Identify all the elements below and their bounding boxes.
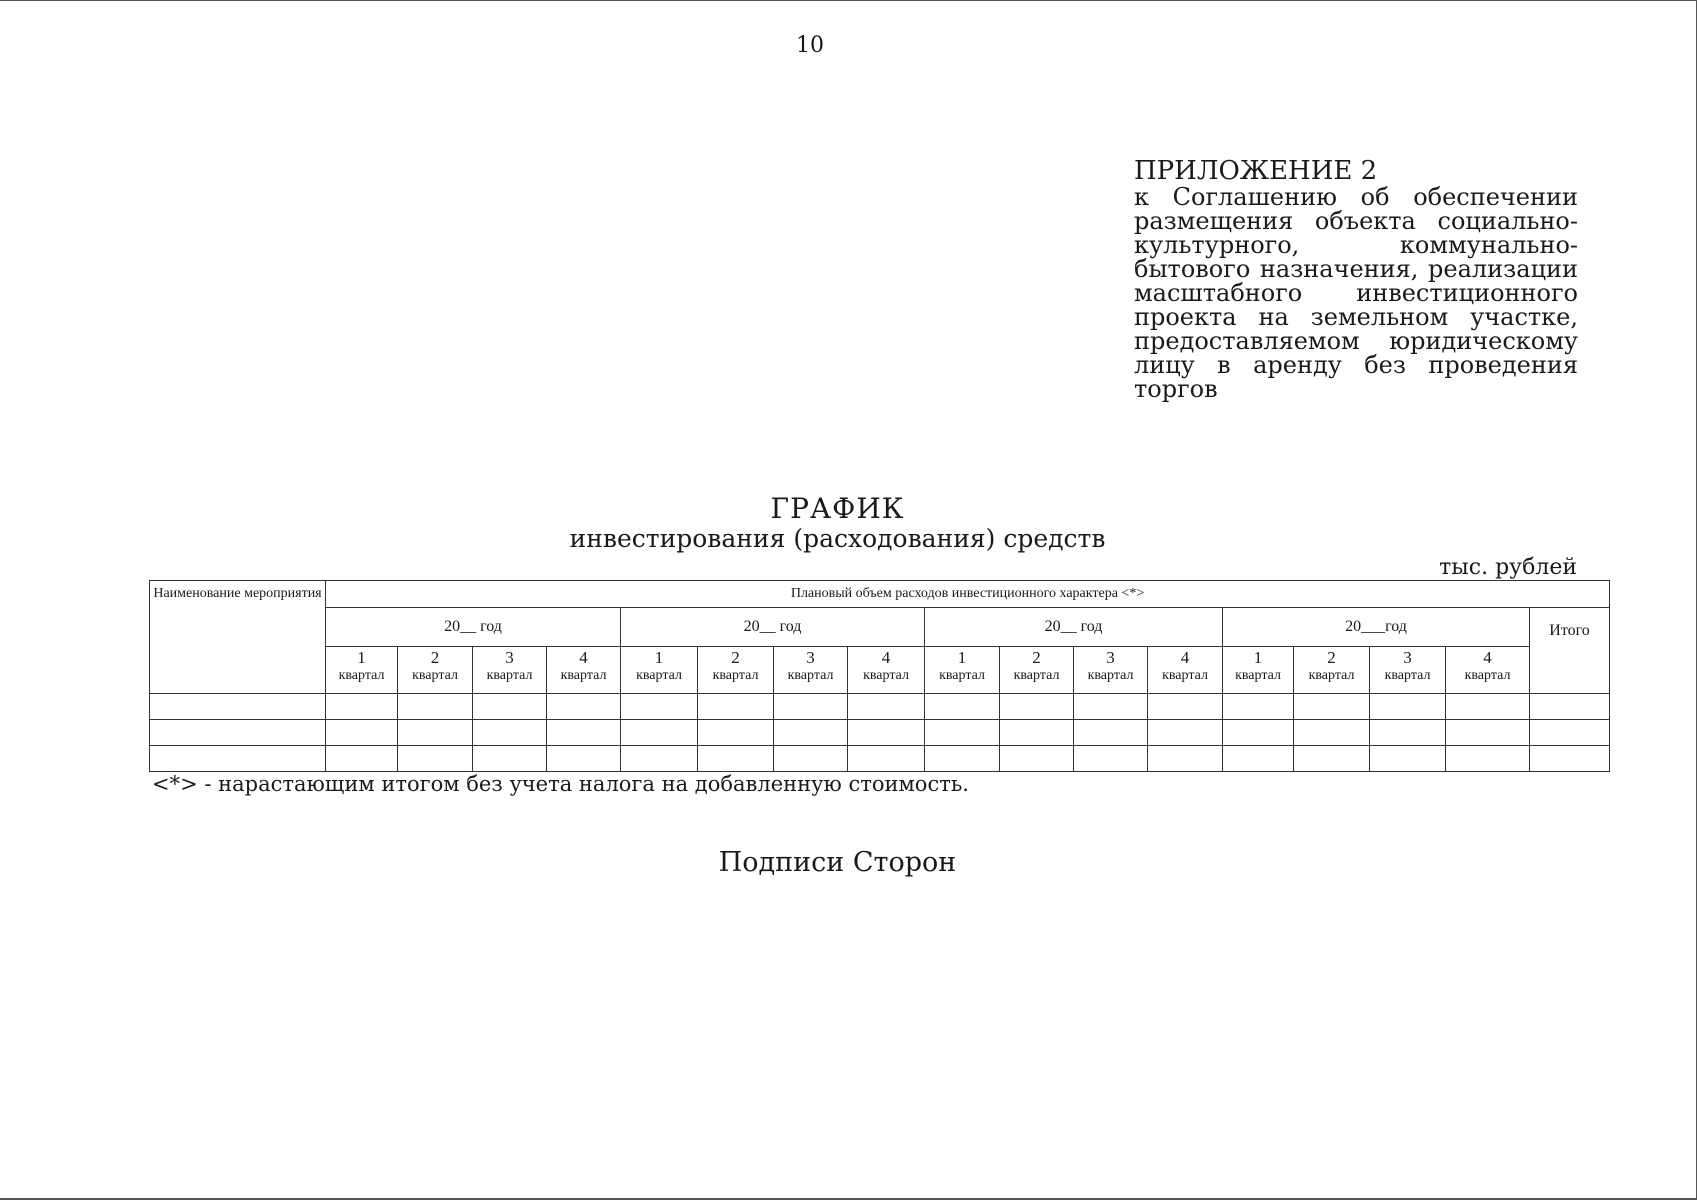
- quarter-number: 1: [654, 648, 664, 667]
- quarter-label: квартал: [1087, 668, 1134, 683]
- column-header-total: Итого: [1530, 608, 1610, 694]
- table-cell: [326, 694, 398, 720]
- table-cell: [1074, 694, 1148, 720]
- quarter-number: 3: [806, 648, 815, 667]
- year-header-row: [150, 608, 1610, 647]
- quarter-number: 1: [357, 648, 366, 667]
- table-row: [150, 746, 1610, 772]
- table-cell: [621, 720, 698, 746]
- table-cell: [1530, 720, 1610, 746]
- quarter-label: квартал: [863, 668, 909, 683]
- quarter-number: 1: [1253, 648, 1263, 667]
- table-cell: [1074, 720, 1148, 746]
- quarter-header-row: [150, 647, 1610, 694]
- quarter-header: [848, 647, 925, 694]
- schedule-title: ГРАФИК: [770, 492, 905, 525]
- quarter-header: [1223, 647, 1294, 694]
- table-row: [150, 694, 1610, 720]
- table-cell: [473, 694, 547, 720]
- year-header: 20__ год: [925, 608, 1223, 647]
- quarter-header: [1148, 647, 1223, 694]
- table-cell: [698, 694, 774, 720]
- quarter-header: [698, 647, 774, 694]
- quarter-label: квартал: [636, 668, 682, 683]
- quarter-number: 2: [1032, 648, 1041, 667]
- table-body: [150, 694, 1610, 772]
- appendix-block: [1134, 157, 1578, 401]
- quarter-number: 2: [430, 648, 440, 667]
- table-cell: [398, 694, 473, 720]
- table-cell: [547, 694, 621, 720]
- quarter-header: [326, 647, 398, 694]
- signatures-heading: Подписи Сторон: [718, 847, 957, 878]
- table-cell: [848, 720, 925, 746]
- table-cell: [150, 720, 326, 746]
- units-label: тыс. рублей: [1439, 555, 1577, 580]
- quarter-number: 2: [731, 648, 740, 667]
- quarter-header: [1370, 647, 1446, 694]
- year-header: 20___год: [1223, 608, 1530, 647]
- table-cell: [150, 694, 326, 720]
- table-cell: [1148, 746, 1223, 772]
- year-header: 20__ год: [326, 608, 621, 647]
- table-cell: [1370, 694, 1446, 720]
- table-cell: [1446, 694, 1530, 720]
- column-header-name: Наименование мероприятия: [150, 581, 326, 694]
- quarter-label: квартал: [338, 668, 385, 683]
- table-cell: [774, 720, 848, 746]
- table-cell: [698, 720, 774, 746]
- quarter-header: [1074, 647, 1148, 694]
- table-cell: [1294, 694, 1370, 720]
- table-cell: [925, 720, 1000, 746]
- quarter-header: [1000, 647, 1074, 694]
- table-cell: [1148, 720, 1223, 746]
- table-cell: [1000, 694, 1074, 720]
- table-cell: [848, 746, 925, 772]
- quarter-label: квартал: [1464, 668, 1511, 683]
- quarter-label: квартал: [1162, 668, 1208, 683]
- quarter-label: квартал: [787, 668, 834, 683]
- table-cell: [1000, 746, 1074, 772]
- quarter-number: 3: [1403, 648, 1412, 667]
- schedule-subtitle: инвестирования (расходования) средств: [569, 524, 1106, 553]
- quarter-number: 3: [505, 648, 514, 667]
- quarter-label: квартал: [1308, 668, 1355, 683]
- quarter-number: 1: [957, 648, 967, 667]
- table-cell: [1223, 746, 1294, 772]
- table-cell: [925, 746, 1000, 772]
- quarter-number: 2: [1327, 648, 1336, 667]
- table-cell: [1370, 720, 1446, 746]
- table-cell: [547, 720, 621, 746]
- quarter-number: 4: [1483, 648, 1492, 667]
- appendix-text: к Соглашению об обеспечении размещения объекта социально-культурного, коммунально-бытового назначения, реализации масштабного инвестиционного проекта на земельном участке, предоставляемом юридическому лицу в аренду без проведения торгов: [1134, 183, 1578, 403]
- table-cell: [398, 720, 473, 746]
- table-cell: [1223, 720, 1294, 746]
- table-cell: [150, 746, 326, 772]
- appendix-title: ПРИЛОЖЕНИЕ 2: [1134, 156, 1378, 186]
- table-cell: [473, 746, 547, 772]
- page-number: 10: [796, 33, 824, 58]
- quarter-label: квартал: [1235, 668, 1281, 683]
- table-cell: [621, 694, 698, 720]
- column-header-plan: Плановый объем расходов инвестиционного характера <*>: [326, 581, 1610, 608]
- investment-schedule-table: [149, 580, 1610, 772]
- table-cell: [1530, 694, 1610, 720]
- table-cell: [547, 746, 621, 772]
- table-cell: [621, 746, 698, 772]
- table-cell: [1446, 720, 1530, 746]
- table-cell: [1148, 694, 1223, 720]
- quarter-header: [774, 647, 848, 694]
- table-cell: [398, 746, 473, 772]
- table-cell: [1294, 746, 1370, 772]
- year-header: 20__ год: [621, 608, 925, 647]
- table-cell: [326, 720, 398, 746]
- quarter-label: квартал: [1013, 668, 1060, 683]
- table-cell: [774, 694, 848, 720]
- quarter-number: 4: [1180, 648, 1190, 667]
- table-cell: [698, 746, 774, 772]
- quarter-header: [621, 647, 698, 694]
- footnote: <*> - нарастающим итогом без учета налога на добавленную стоимость.: [152, 772, 969, 796]
- table-cell: [326, 746, 398, 772]
- quarter-number: 4: [881, 648, 891, 667]
- quarter-label: квартал: [712, 668, 759, 683]
- table-cell: [1074, 746, 1148, 772]
- table-cell: [925, 694, 1000, 720]
- quarter-label: квартал: [560, 668, 607, 683]
- quarter-header: [1294, 647, 1370, 694]
- table-cell: [1370, 746, 1446, 772]
- table-cell: [1223, 694, 1294, 720]
- table-cell: [1446, 746, 1530, 772]
- table-cell: [1294, 720, 1370, 746]
- table-row: [150, 720, 1610, 746]
- table-cell: [848, 694, 925, 720]
- quarter-header: [1446, 647, 1530, 694]
- quarter-label: квартал: [486, 668, 533, 683]
- table-cell: [1000, 720, 1074, 746]
- quarter-header: [398, 647, 473, 694]
- quarter-header: [547, 647, 621, 694]
- table-cell: [1530, 746, 1610, 772]
- quarter-header: [925, 647, 1000, 694]
- quarter-header: [473, 647, 547, 694]
- quarter-number: 3: [1106, 648, 1115, 667]
- quarter-number: 4: [579, 648, 588, 667]
- table-cell: [774, 746, 848, 772]
- table-cell: [473, 720, 547, 746]
- quarter-label: квартал: [1384, 668, 1431, 683]
- quarter-label: квартал: [412, 668, 458, 683]
- quarter-label: квартал: [939, 668, 985, 683]
